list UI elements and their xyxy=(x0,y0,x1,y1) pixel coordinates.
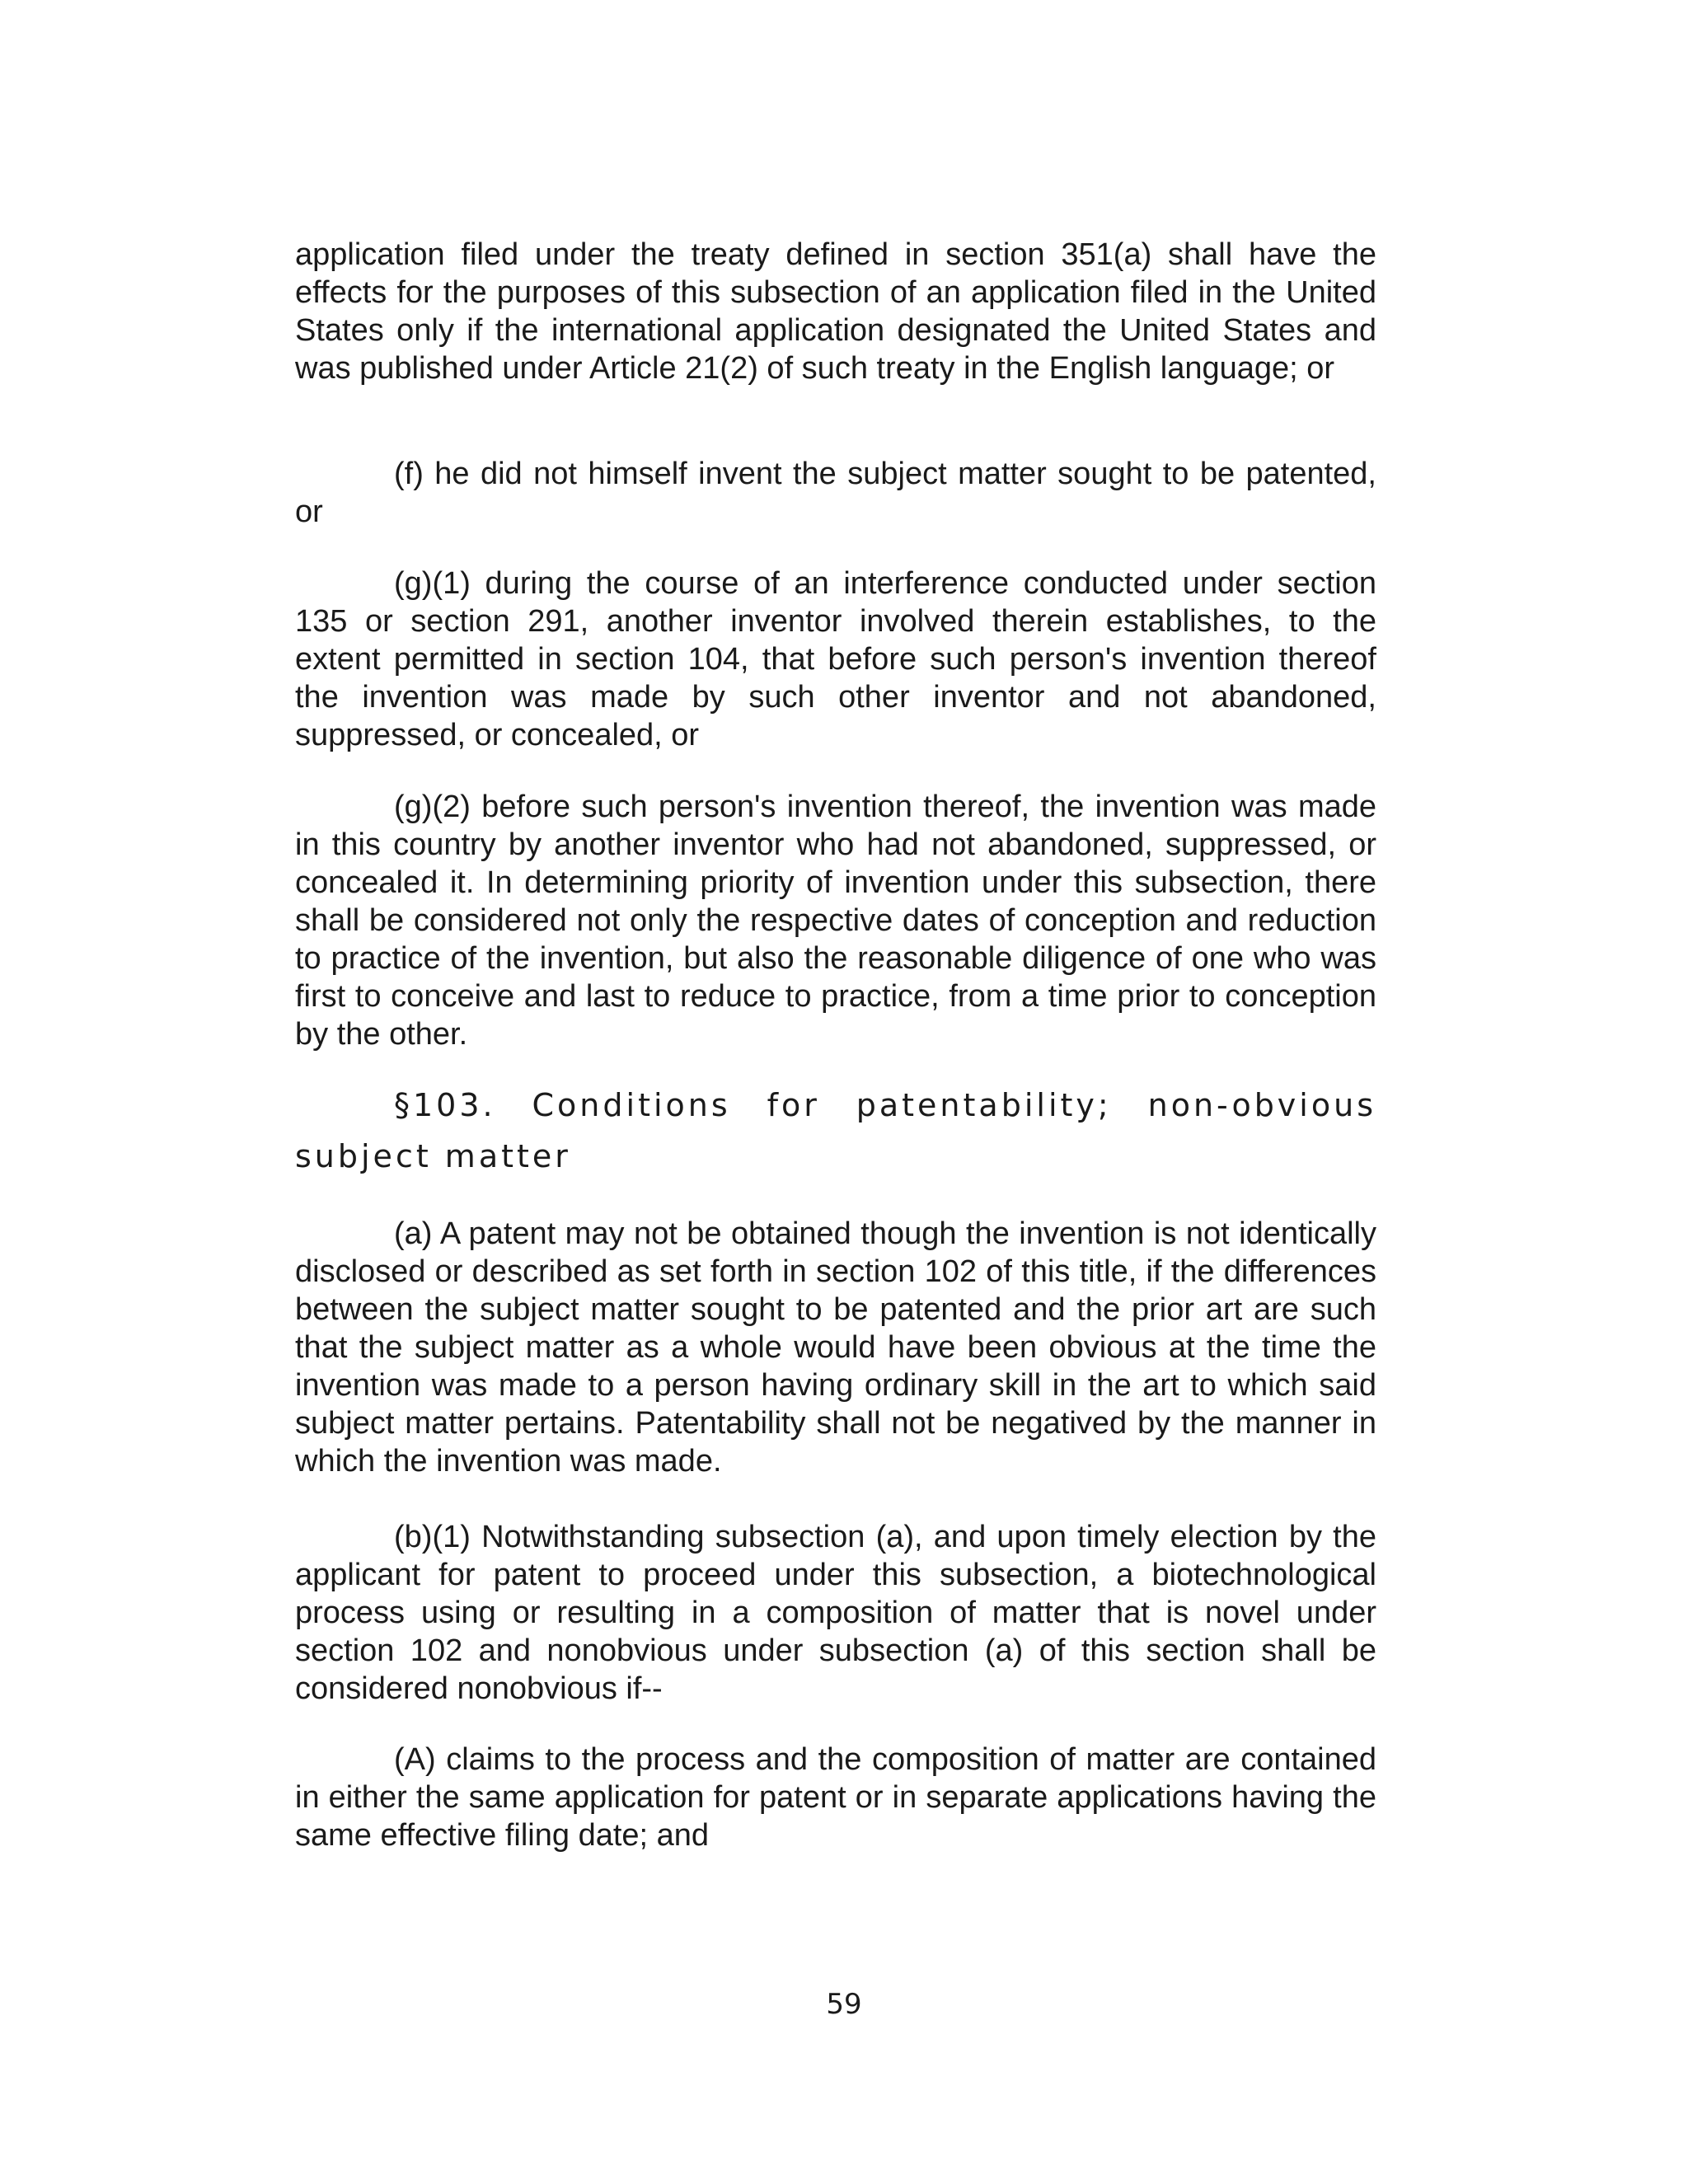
paragraph-g1: (g)(1) during the course of an interference conducted under section 135 or section 291, another inventor involved therein establishes, to the extent permitted in section 104, that before such person's invention thereof the invention was made by such other inventor and not abandoned, suppressed, or concealed, or xyxy=(295,566,1376,752)
section-heading-103: §103. Conditions for patentability; non-obvious subject matter xyxy=(295,1087,1376,1174)
paragraph-103-b1: (b)(1) Notwithstanding subsection (a), and upon timely election by the applicant for patent to proceed under this subsection, a biotechnological process using or resulting in a composition of matter that is novel under section 102 and nonobvious under subsection (a) of this section shall be considered nonobvious if-- xyxy=(295,1520,1376,1706)
paragraph-g2: (g)(2) before such person's invention thereof, the invention was made in this country by another inventor who had not abandoned, suppressed, or concealed it. In determining priority of invention under this subsection, there shall be considered not only the respective dates of conception and reduction to practice of the invention, but also the reasonable diligence of one who was first to conceive and last to reduce to practice, from a time prior to conception by the other. xyxy=(295,790,1376,1052)
paragraph-treaty-application: application filed under the treaty defined in section 351(a) shall have the effects for the purposes of this subsection of an application filed in the United States only if the international application designated the United States and was published under Article 21(2) of such treaty in the English language; or xyxy=(295,237,1376,386)
paragraph-103-b1-A: (A) claims to the process and the composition of matter are contained in either the same application for patent or in separate applications having the same effective filing date; and xyxy=(295,1742,1376,1853)
paragraph-103-a: (a) A patent may not be obtained though the invention is not identically disclosed or described as set forth in section 102 of this title, if the differences between the subject matter sought to be patented and the prior art are such that the subject matter as a whole would have been obvious at the time the invention was made to a person having ordinary skill in the art to which said subject matter pertains. Patentability shall not be negatived by the manner in which the invention was made. xyxy=(295,1216,1376,1479)
paragraph-f: (f) he did not himself invent the subject matter sought to be patented, or xyxy=(295,457,1376,529)
page-number: 59 xyxy=(826,1988,862,2021)
